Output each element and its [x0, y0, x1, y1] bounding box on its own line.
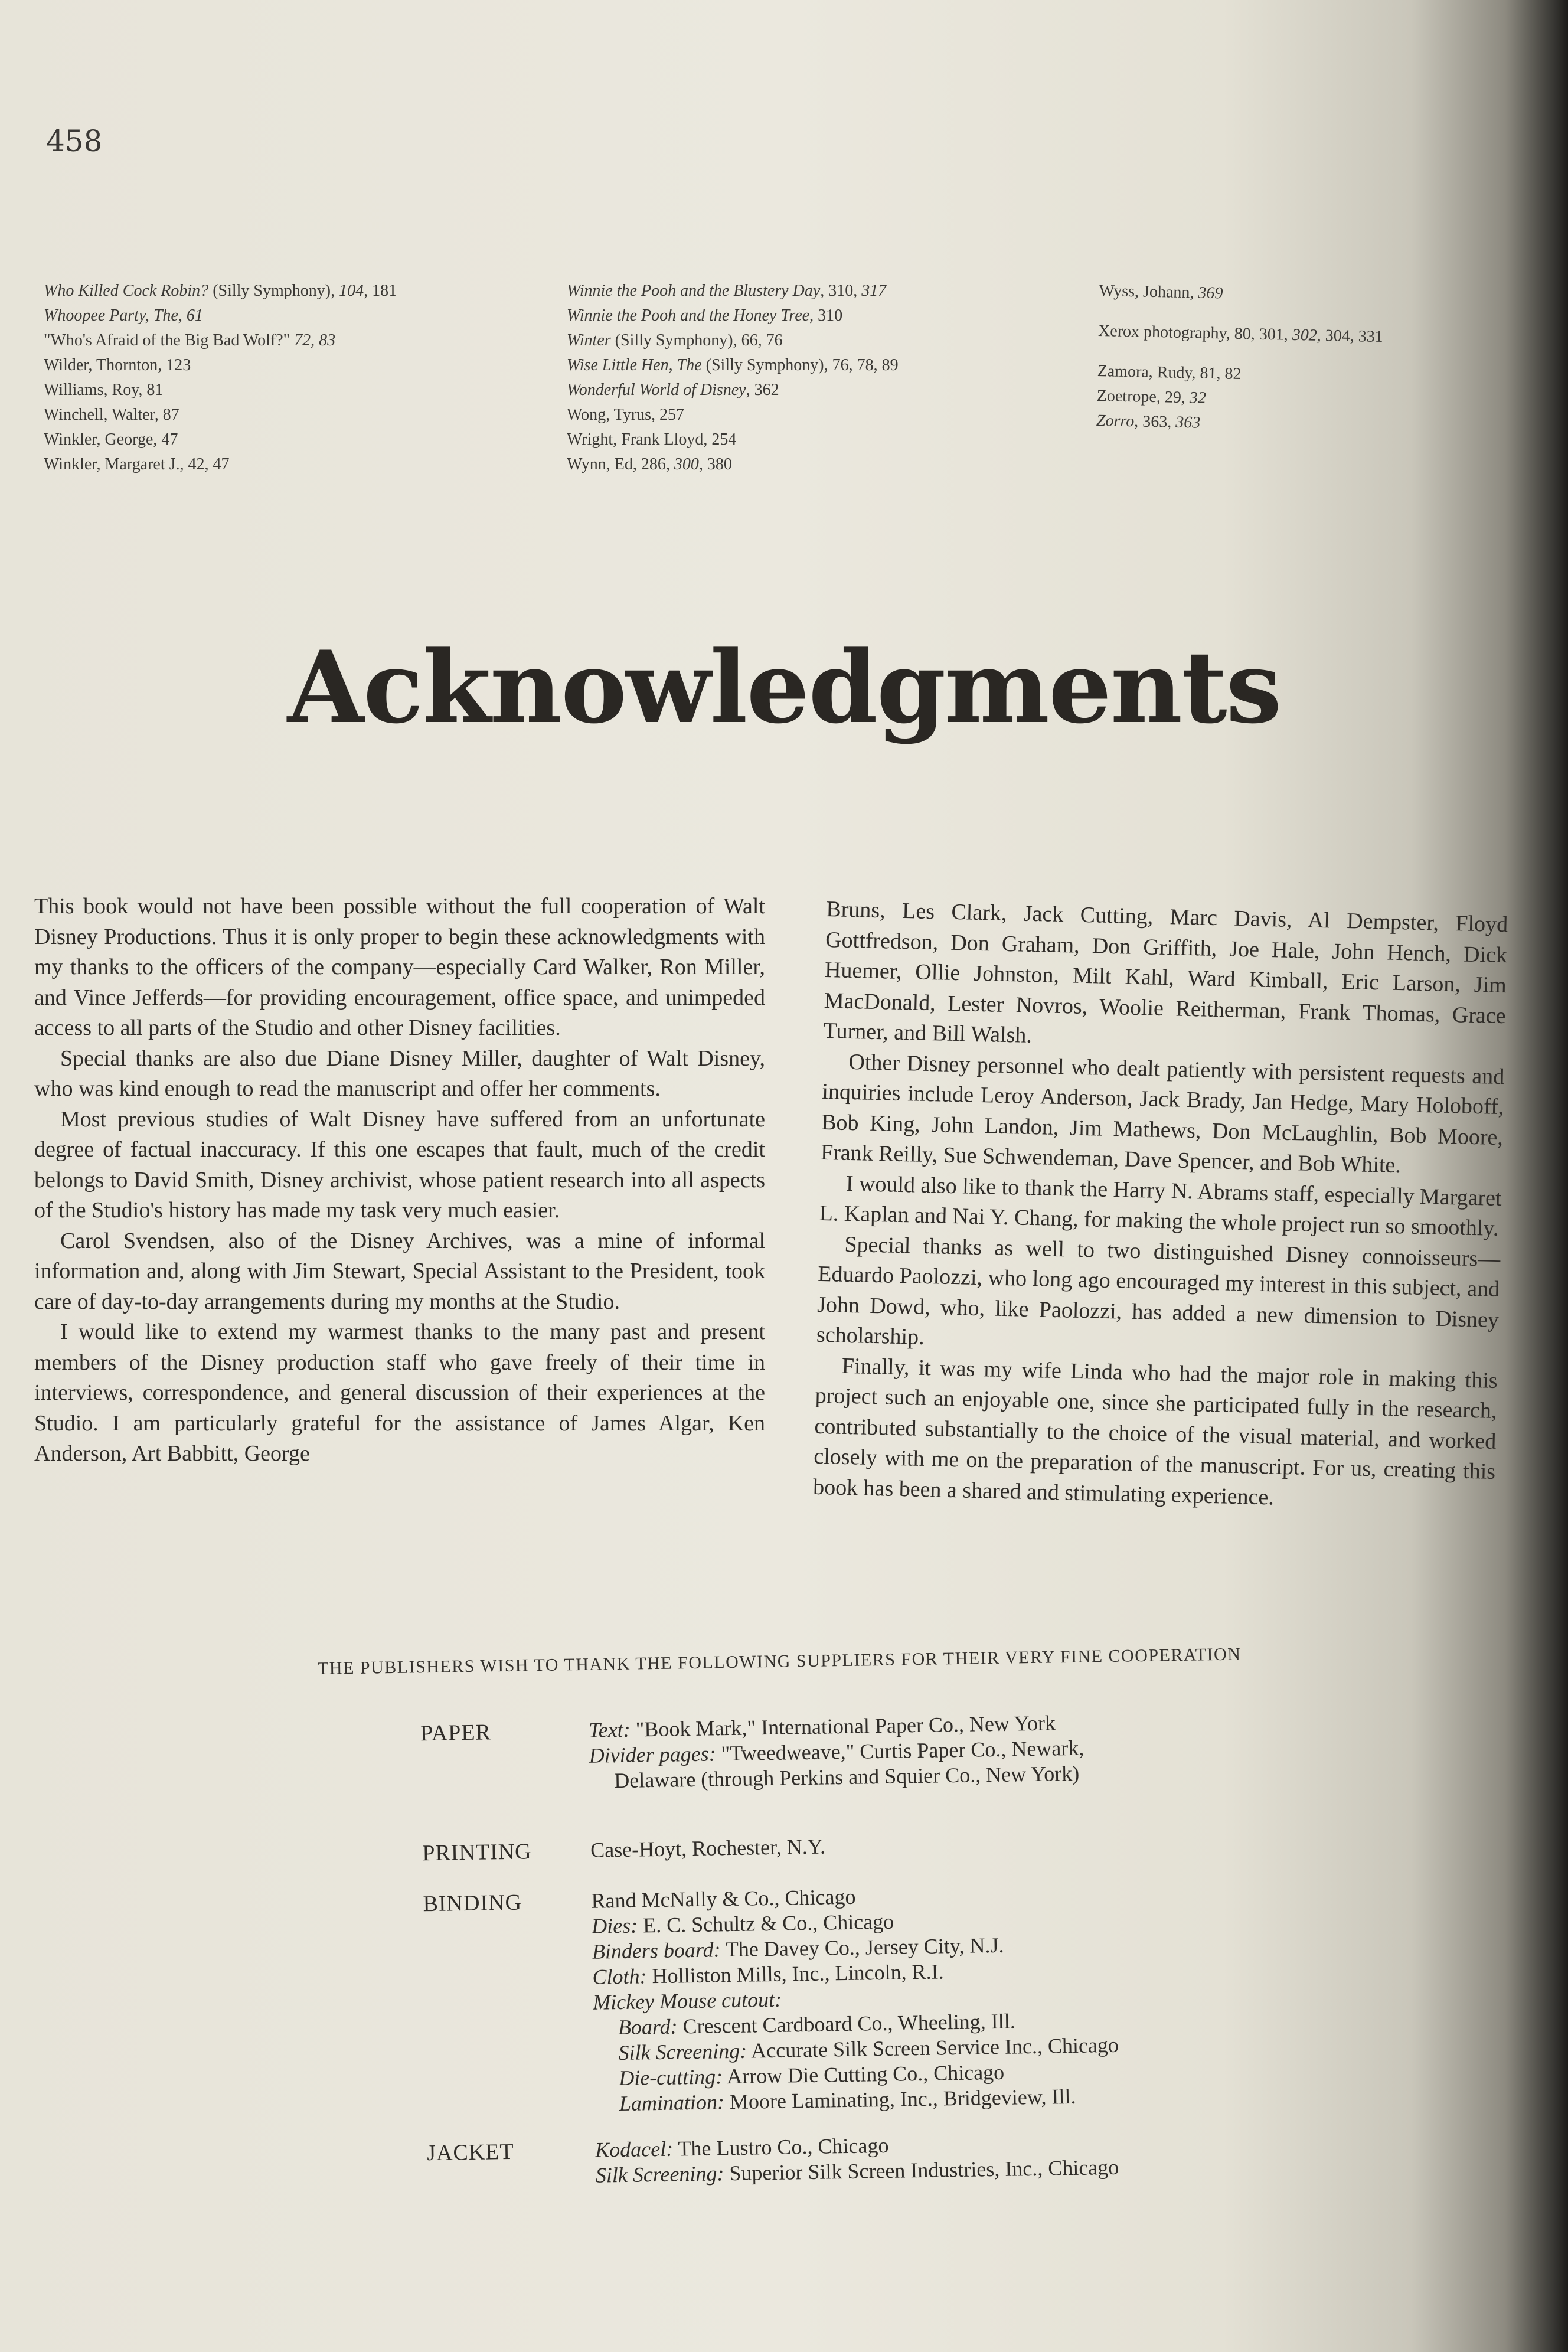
index-entry: Winkler, George, 47 — [44, 430, 178, 449]
supplier-line: Board: Crescent Cardboard Co., Wheeling, Ill. — [618, 2009, 1016, 2040]
supplier-line: Silk Screening: Superior Silk Screen Industries, Inc., Chicago — [595, 2155, 1119, 2187]
index-entry: "Who's Afraid of the Big Bad Wolf?" 72, 83 — [44, 331, 336, 349]
index-entry: Whoopee Party, The, 61 — [44, 306, 203, 325]
index-entry: Winkler, Margaret J., 42, 47 — [44, 455, 230, 473]
index-entry: Zorro, 363, 363 — [1096, 411, 1201, 432]
index-entry: Wilder, Thornton, 123 — [44, 356, 191, 374]
page-number: 458 — [46, 124, 103, 158]
supplier-category-binding: BINDING — [423, 1890, 522, 1917]
index-entry: Wyss, Johann, 369 — [1099, 281, 1223, 303]
index-entry: Wynn, Ed, 286, 300, 380 — [567, 455, 732, 473]
supplier-line: Die-cutting: Arrow Die Cutting Co., Chicago — [618, 2060, 1005, 2090]
body-paragraph: Most previous studies of Walt Disney have suffered from an unfortunate degree of factual inaccuracy. If this one escapes that fault, much of the credit belongs to David Smith, Disney archivist, whose patient research into all aspects of the Studio's history has made my task very much easier. — [34, 1106, 765, 1223]
supplier-line: Dies: E. C. Schultz & Co., Chicago — [591, 1909, 894, 1938]
supplier-lines-binding — [591, 1880, 1119, 2117]
supplier-line: Lamination: Moore Laminating, Inc., Bridgeview, Ill. — [619, 2084, 1076, 2116]
supplier-category-jacket: JACKET — [426, 2139, 515, 2166]
supplier-lines-paper — [589, 1710, 1085, 1794]
index-entry: Winchell, Walter, 87 — [44, 406, 179, 424]
body-paragraph: Carol Svendsen, also of the Disney Archives, was a mine of informal information and, along with Jim Stewart, Special Assistant to the President, took care of day-to-day arrangements during my months at the Studio. — [34, 1228, 765, 1314]
body-paragraph: Special thanks as well to two distinguished Disney connoisseurs—Eduardo Paolozzi, who long ago encouraged my interest in this subject, and John Dowd, who, like Paolozzi, has added a new dimension to Disney scholarship. — [816, 1231, 1501, 1350]
body-paragraph: Other Disney personnel who dealt patiently with persistent requests and inquiries include Leroy Anderson, Jack Brady, Jan Hedge, Mary Holoboff, Bob King, John Landon, Jim Mathews, Don McLaughlin, Bob Moore, Frank Reilly, Sue Schwendeman, Dave Spencer, and Bob White. — [820, 1049, 1505, 1178]
supplier-line: Rand McNally & Co., Chicago — [591, 1884, 856, 1913]
index-entry: Winnie the Pooh and the Honey Tree, 310 — [567, 306, 843, 325]
supplier-line: Silk Screening: Accurate Silk Screen Service Inc., Chicago — [618, 2033, 1119, 2065]
index-entry: Winnie the Pooh and the Blustery Day, 310, 317 — [567, 282, 887, 300]
supplier-line: Cloth: Holliston Mills, Inc., Lincoln, R.I. — [592, 1959, 944, 1989]
index-entry: Williams, Roy, 81 — [44, 381, 164, 399]
index-entry: Wright, Frank Lloyd, 254 — [567, 430, 737, 449]
supplier-lines-printing — [590, 1834, 825, 1863]
supplier-line: Mickey Mouse cutout: — [592, 1987, 782, 2014]
supplier-line: Binders board: The Davey Co., Jersey City, N.J. — [592, 1933, 1004, 1964]
supplier-category-printing: PRINTING — [422, 1839, 532, 1866]
body-paragraph: I would like to extend my warmest thanks to the many past and present members of the Disney production staff who gave freely of their time in interviews, correspondence, and general discussion of their experiences at the Studio. I am particularly grateful for the assistance of James Algar, Ken Anderson, Art Babbitt, George — [34, 1319, 765, 1466]
supplier-line: Delaware (through Perkins and Squier Co., New York) — [614, 1761, 1080, 1793]
suppliers-heading: THE PUBLISHERS WISH TO THANK THE FOLLOWING SUPPLIERS FOR THEIR VERY FINE COOPERATION — [317, 1644, 1242, 1678]
page-title: Acknowledgments — [287, 629, 1281, 746]
supplier-line: Case-Hoyt, Rochester, N.Y. — [590, 1834, 826, 1862]
index-entry: Zoetrope, 29, 32 — [1096, 386, 1207, 407]
index-entry: Xerox photography, 80, 301, 302, 304, 331 — [1097, 321, 1384, 347]
body-paragraph: Bruns, Les Clark, Jack Cutting, Marc Davis, Al Dempster, Floyd Gottfredson, Don Graham, Don Griffith, Joe Hale, John Hench, Dick Huemer, Ollie Johnston, Milt Kahl, Ward Kimball, Eric Larson, Jim MacDonald, Lester Novros, Woolie Reitherman, Frank Thomas, Grace Turner, and Bill Walsh. — [823, 896, 1508, 1048]
index-entry: Wonderful World of Disney, 362 — [567, 381, 779, 399]
index-entry: Who Killed Cock Robin? (Silly Symphony), 104, 181 — [44, 282, 397, 300]
supplier-lines-jacket — [595, 2129, 1119, 2188]
supplier-line: Divider pages: "Tweedweave," Curtis Paper Co., Newark, — [589, 1736, 1084, 1768]
body-paragraph: I would also like to thank the Harry N. Abrams staff, especially Margaret L. Kaplan and Nai Y. Chang, for making the whole project run so smoothly. — [819, 1171, 1502, 1241]
body-paragraph: Special thanks are also due Diane Disney Miller, daughter of Walt Disney, who was kind enough to read the manuscript and offer her comments. — [34, 1046, 765, 1101]
body-paragraph: Finally, it was my wife Linda who had the major role in making this project such an enjoyable one, since she participated fully in the research, contributed substantially to the choice of the visual material, and worked closely with me on the preparation of the manuscript. For us, creating this book has been a shared and stimulating experience. — [812, 1353, 1498, 1510]
index-entry: Wise Little Hen, The (Silly Symphony), 76, 78, 89 — [567, 356, 899, 374]
index-entry: Wong, Tyrus, 257 — [567, 406, 685, 424]
supplier-line: Text: "Book Mark," International Paper Co., New York — [588, 1711, 1056, 1742]
supplier-line: Kodacel: The Lustro Co., Chicago — [594, 2133, 889, 2162]
supplier-category-paper: PAPER — [420, 1720, 492, 1746]
index-entry: Winter (Silly Symphony), 66, 76 — [567, 331, 783, 349]
body-paragraph: This book would not have been possible without the full cooperation of Walt Disney Productions. Thus it is only proper to begin these acknowledgments with my thanks to the officers of the company—especially Card Walker, Ron Miller, and Vince Jefferds—for providing encouragement, office space, and unimpeded access to all parts of the Studio and other Disney facilities. — [34, 894, 765, 1040]
index-entry: Zamora, Rudy, 81, 82 — [1097, 361, 1242, 384]
